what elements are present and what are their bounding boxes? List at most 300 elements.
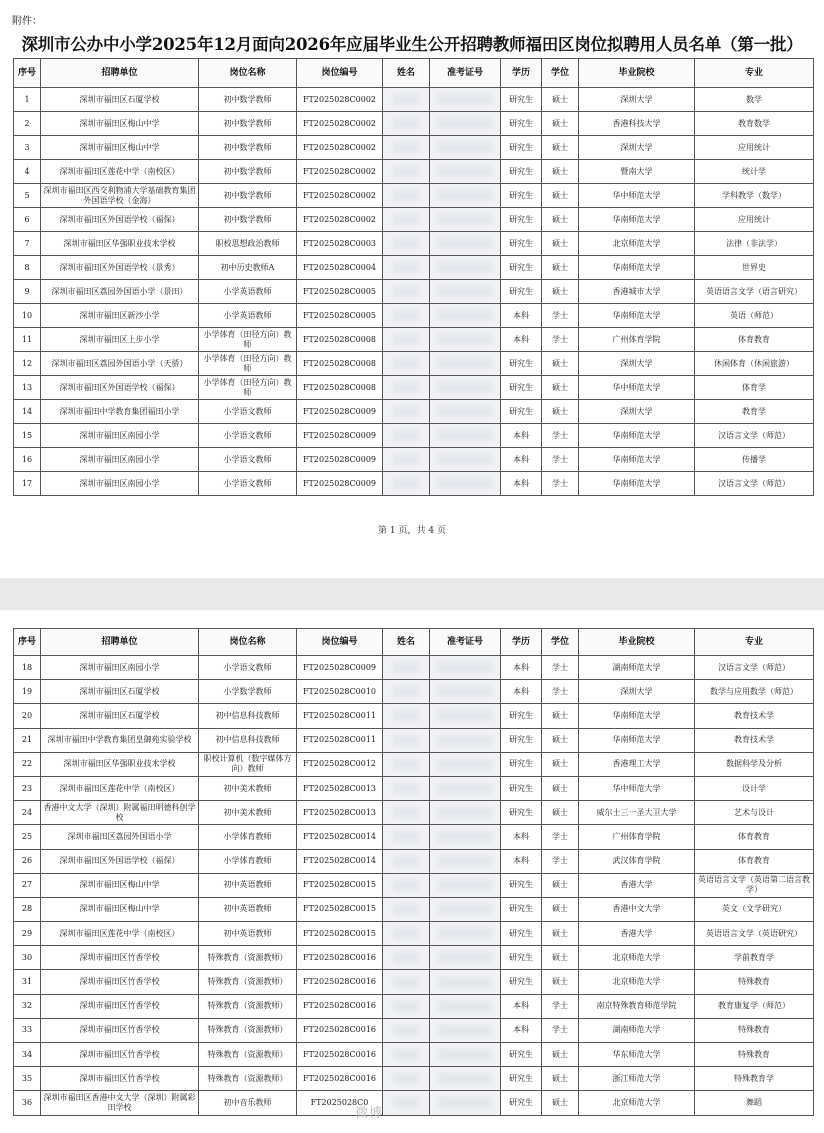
row-number-cell: 3 xyxy=(14,136,41,160)
position-code-cell: FT2025028C0016 xyxy=(297,1018,383,1042)
redaction-blur xyxy=(438,94,492,105)
recruiting-unit-cell: 深圳市福田区外国语学校（福保） xyxy=(41,849,199,873)
table-row xyxy=(14,873,814,897)
exam-ticket-cell-redacted xyxy=(430,897,501,921)
name-cell-redacted xyxy=(383,208,430,232)
table-row xyxy=(14,352,814,376)
graduate-school-cell: 华南师范大学 xyxy=(579,448,695,472)
major-cell: 英语语言文学（语言研究） xyxy=(695,280,814,304)
position-code-cell: FT2025028C0002 xyxy=(297,208,383,232)
row-number-cell: 19 xyxy=(14,680,41,704)
row-number-cell: 12 xyxy=(14,352,41,376)
education-cell: 本科 xyxy=(501,994,542,1018)
education-cell: 研究生 xyxy=(501,352,542,376)
table-row xyxy=(14,801,814,825)
row-number-cell: 10 xyxy=(14,304,41,328)
education-cell: 本科 xyxy=(501,304,542,328)
column-header: 岗位名称 xyxy=(199,59,297,88)
exam-ticket-cell-redacted xyxy=(430,400,501,424)
major-cell: 舞蹈 xyxy=(695,1091,814,1115)
position-code-cell: FT2025028C0010 xyxy=(297,680,383,704)
exam-ticket-cell-redacted xyxy=(430,656,501,680)
education-cell: 研究生 xyxy=(501,208,542,232)
table-row xyxy=(14,184,814,208)
education-cell: 本科 xyxy=(501,1018,542,1042)
name-cell-redacted xyxy=(383,472,430,496)
redaction-blur xyxy=(393,358,419,369)
row-number-cell: 1 xyxy=(14,88,41,112)
degree-cell: 学士 xyxy=(542,849,579,873)
education-cell: 研究生 xyxy=(501,1043,542,1067)
table-row xyxy=(14,970,814,994)
exam-ticket-cell-redacted xyxy=(430,970,501,994)
exam-ticket-cell-redacted xyxy=(430,424,501,448)
major-cell: 设计学 xyxy=(695,776,814,800)
column-header: 学位 xyxy=(542,629,579,656)
position-name-cell: 初中数学教师 xyxy=(199,184,297,208)
redaction-blur xyxy=(393,382,419,393)
major-cell: 体育学 xyxy=(695,376,814,400)
degree-cell: 硕士 xyxy=(542,400,579,424)
redaction-blur xyxy=(393,686,419,697)
position-code-cell: FT2025028C0016 xyxy=(297,1043,383,1067)
column-header: 专业 xyxy=(695,59,814,88)
exam-ticket-cell-redacted xyxy=(430,752,501,776)
redaction-blur xyxy=(438,382,492,393)
redaction-blur xyxy=(438,735,492,746)
table-row xyxy=(14,424,814,448)
position-name-cell: 小学语文教师 xyxy=(199,448,297,472)
exam-ticket-cell-redacted xyxy=(430,160,501,184)
position-name-cell: 初中数学教师 xyxy=(199,160,297,184)
column-header: 岗位编号 xyxy=(297,59,383,88)
column-header: 学位 xyxy=(542,59,579,88)
position-name-cell: 小学体育教师 xyxy=(199,849,297,873)
degree-cell: 硕士 xyxy=(542,873,579,897)
position-name-cell: 特殊教育（资源教师） xyxy=(199,1043,297,1067)
major-cell: 特殊教育学 xyxy=(695,1067,814,1091)
recruiting-unit-cell: 深圳市福田区上步小学 xyxy=(41,328,199,352)
redaction-blur xyxy=(393,190,419,201)
position-name-cell: 小学体育（田径方向）教师 xyxy=(199,328,297,352)
position-name-cell: 小学英语教师 xyxy=(199,280,297,304)
major-cell: 教育康复学（师范） xyxy=(695,994,814,1018)
graduate-school-cell: 华南师范大学 xyxy=(579,304,695,328)
position-name-cell: 初中信息科技教师 xyxy=(199,704,297,728)
exam-ticket-cell-redacted xyxy=(430,208,501,232)
table-row xyxy=(14,1018,814,1042)
graduate-school-cell: 华中师范大学 xyxy=(579,776,695,800)
name-cell-redacted xyxy=(383,946,430,970)
exam-ticket-cell-redacted xyxy=(430,376,501,400)
major-cell: 传播学 xyxy=(695,448,814,472)
table-header-row xyxy=(14,629,814,656)
name-cell-redacted xyxy=(383,1091,430,1115)
recruiting-unit-cell: 深圳市福田区石厦学校 xyxy=(41,88,199,112)
degree-cell: 硕士 xyxy=(542,801,579,825)
graduate-school-cell: 深圳大学 xyxy=(579,88,695,112)
degree-cell: 硕士 xyxy=(542,136,579,160)
major-cell: 英语（师范） xyxy=(695,304,814,328)
recruiting-unit-cell: 深圳市福田区南园小学 xyxy=(41,656,199,680)
column-header: 学历 xyxy=(501,629,542,656)
table-row xyxy=(14,922,814,946)
education-cell: 研究生 xyxy=(501,970,542,994)
major-cell: 体育教育 xyxy=(695,825,814,849)
major-cell: 特殊教育 xyxy=(695,1043,814,1067)
row-number-cell: 25 xyxy=(14,825,41,849)
exam-ticket-cell-redacted xyxy=(430,680,501,704)
position-name-cell: 初中音乐教师 xyxy=(199,1091,297,1115)
graduate-school-cell: 湖南师范大学 xyxy=(579,656,695,680)
name-cell-redacted xyxy=(383,994,430,1018)
major-cell: 应用统计 xyxy=(695,208,814,232)
name-cell-redacted xyxy=(383,656,430,680)
position-code-cell: FT2025028C0016 xyxy=(297,1067,383,1091)
redaction-blur xyxy=(393,1049,419,1060)
redaction-blur xyxy=(438,238,492,249)
name-cell-redacted xyxy=(383,304,430,328)
redaction-blur xyxy=(393,262,419,273)
position-name-cell: 初中美术教师 xyxy=(199,776,297,800)
column-header: 毕业院校 xyxy=(579,59,695,88)
major-cell: 教育数学 xyxy=(695,112,814,136)
degree-cell: 学士 xyxy=(542,656,579,680)
table-row xyxy=(14,680,814,704)
name-cell-redacted xyxy=(383,776,430,800)
position-code-cell: FT2025028C0016 xyxy=(297,970,383,994)
recruiting-unit-cell: 深圳市福田区竹香学校 xyxy=(41,946,199,970)
degree-cell: 硕士 xyxy=(542,897,579,921)
position-name-cell: 小学语文教师 xyxy=(199,656,297,680)
major-cell: 特殊教育 xyxy=(695,970,814,994)
recruiting-unit-cell: 深圳市福田区石厦学校 xyxy=(41,680,199,704)
education-cell: 研究生 xyxy=(501,728,542,752)
redaction-blur xyxy=(438,1073,492,1084)
degree-cell: 硕士 xyxy=(542,352,579,376)
exam-ticket-cell-redacted xyxy=(430,994,501,1018)
row-number-cell: 24 xyxy=(14,801,41,825)
recruiting-unit-cell: 深圳市福田区荔园外国语小学（景田） xyxy=(41,280,199,304)
major-cell: 特殊教育 xyxy=(695,1018,814,1042)
name-cell-redacted xyxy=(383,136,430,160)
degree-cell: 学士 xyxy=(542,328,579,352)
major-cell: 英文（文学研究） xyxy=(695,897,814,921)
row-number-cell: 36 xyxy=(14,1091,41,1115)
name-cell-redacted xyxy=(383,280,430,304)
degree-cell: 硕士 xyxy=(542,232,579,256)
row-number-cell: 21 xyxy=(14,728,41,752)
redaction-blur xyxy=(393,166,419,177)
graduate-school-cell: 威尔士三一圣大卫大学 xyxy=(579,801,695,825)
redaction-blur xyxy=(393,238,419,249)
table-body xyxy=(14,656,814,1116)
redaction-blur xyxy=(438,977,492,988)
degree-cell: 学士 xyxy=(542,680,579,704)
recruiting-unit-cell: 深圳市福田中学教育集团福田小学 xyxy=(41,400,199,424)
position-name-cell: 特殊教育（资源教师） xyxy=(199,970,297,994)
position-code-cell: FT2025028C0009 xyxy=(297,448,383,472)
table-row xyxy=(14,304,814,328)
major-cell: 英语语言文学（英语研究） xyxy=(695,922,814,946)
education-cell: 研究生 xyxy=(501,112,542,136)
position-code-cell: FT2025028C0015 xyxy=(297,922,383,946)
education-cell: 研究生 xyxy=(501,801,542,825)
redaction-blur xyxy=(393,1001,419,1012)
degree-cell: 学士 xyxy=(542,304,579,328)
redaction-blur xyxy=(438,904,492,915)
recruiting-unit-cell: 深圳市福田区梅山中学 xyxy=(41,873,199,897)
table-body xyxy=(14,88,814,496)
name-cell-redacted xyxy=(383,424,430,448)
education-cell: 本科 xyxy=(501,680,542,704)
recruiting-unit-cell: 深圳市福田区梅山中学 xyxy=(41,112,199,136)
position-name-cell: 小学语文教师 xyxy=(199,472,297,496)
name-cell-redacted xyxy=(383,704,430,728)
row-number-cell: 15 xyxy=(14,424,41,448)
name-cell-redacted xyxy=(383,897,430,921)
row-number-cell: 35 xyxy=(14,1067,41,1091)
exam-ticket-cell-redacted xyxy=(430,946,501,970)
row-number-cell: 32 xyxy=(14,994,41,1018)
name-cell-redacted xyxy=(383,352,430,376)
position-code-cell: FT2025028C0016 xyxy=(297,994,383,1018)
education-cell: 本科 xyxy=(501,849,542,873)
recruiting-unit-cell: 深圳市福田区南园小学 xyxy=(41,424,199,448)
graduate-school-cell: 深圳大学 xyxy=(579,136,695,160)
row-number-cell: 11 xyxy=(14,328,41,352)
degree-cell: 硕士 xyxy=(542,280,579,304)
redaction-blur xyxy=(438,880,492,891)
table-row xyxy=(14,160,814,184)
name-cell-redacted xyxy=(383,328,430,352)
graduate-school-cell: 深圳大学 xyxy=(579,400,695,424)
page-footer: 第 1 页，共 4 页 xyxy=(378,526,446,536)
position-name-cell: 初中英语教师 xyxy=(199,873,297,897)
education-cell: 研究生 xyxy=(501,400,542,424)
table-row xyxy=(14,825,814,849)
redaction-blur xyxy=(393,710,419,721)
redaction-blur xyxy=(438,358,492,369)
major-cell: 汉语言文学（师范） xyxy=(695,656,814,680)
table-row xyxy=(14,1043,814,1067)
name-cell-redacted xyxy=(383,256,430,280)
position-name-cell: 小学英语教师 xyxy=(199,304,297,328)
column-header: 姓名 xyxy=(383,59,430,88)
row-number-cell: 5 xyxy=(14,184,41,208)
graduate-school-cell: 华南师范大学 xyxy=(579,472,695,496)
position-code-cell: FT2025028C0002 xyxy=(297,184,383,208)
graduate-school-cell: 浙江师范大学 xyxy=(579,1067,695,1091)
name-cell-redacted xyxy=(383,801,430,825)
row-number-cell: 28 xyxy=(14,897,41,921)
exam-ticket-cell-redacted xyxy=(430,728,501,752)
position-name-cell: 职校思想政治教师 xyxy=(199,232,297,256)
redaction-blur xyxy=(438,430,492,441)
name-cell-redacted xyxy=(383,160,430,184)
row-number-cell: 22 xyxy=(14,752,41,776)
name-cell-redacted xyxy=(383,448,430,472)
name-cell-redacted xyxy=(383,232,430,256)
name-cell-redacted xyxy=(383,112,430,136)
exam-ticket-cell-redacted xyxy=(430,256,501,280)
redaction-blur xyxy=(438,454,492,465)
position-code-cell: FT2025028C0014 xyxy=(297,825,383,849)
position-code-cell: FT2025028C0009 xyxy=(297,424,383,448)
exam-ticket-cell-redacted xyxy=(430,352,501,376)
name-cell-redacted xyxy=(383,825,430,849)
table-row xyxy=(14,232,814,256)
exam-ticket-cell-redacted xyxy=(430,112,501,136)
position-code-cell: FT2025028C0005 xyxy=(297,280,383,304)
column-header: 招聘单位 xyxy=(41,59,199,88)
recruiting-unit-cell: 深圳市福田区西交利物浦大学基础教育集团外国语学校（金海） xyxy=(41,184,199,208)
recruiting-unit-cell: 香港中文大学（深圳）附属福田明德科创学校 xyxy=(41,801,199,825)
redaction-blur xyxy=(393,783,419,794)
attachment-label: 附件： xyxy=(12,16,42,27)
row-number-cell: 9 xyxy=(14,280,41,304)
redaction-blur xyxy=(438,214,492,225)
graduate-school-cell: 深圳大学 xyxy=(579,352,695,376)
education-cell: 研究生 xyxy=(501,873,542,897)
recruiting-unit-cell: 深圳市福田中学教育集团皇御苑实验学校 xyxy=(41,728,199,752)
position-name-cell: 小学体育教师 xyxy=(199,825,297,849)
redaction-blur xyxy=(438,166,492,177)
table-row xyxy=(14,400,814,424)
column-header: 序号 xyxy=(14,59,41,88)
position-name-cell: 特殊教育（资源教师） xyxy=(199,994,297,1018)
table-row xyxy=(14,1091,814,1115)
recruiting-unit-cell: 深圳市福田区梅山中学 xyxy=(41,897,199,921)
name-cell-redacted xyxy=(383,680,430,704)
graduate-school-cell: 北京师范大学 xyxy=(579,232,695,256)
position-name-cell: 初中英语教师 xyxy=(199,922,297,946)
recruiting-unit-cell: 深圳市福田区竹香学校 xyxy=(41,970,199,994)
position-name-cell: 初中信息科技教师 xyxy=(199,728,297,752)
row-number-cell: 6 xyxy=(14,208,41,232)
recruiting-unit-cell: 深圳市福田区莲花中学（南校区） xyxy=(41,160,199,184)
exam-ticket-cell-redacted xyxy=(430,1067,501,1091)
graduate-school-cell: 华中师范大学 xyxy=(579,376,695,400)
position-name-cell: 初中美术教师 xyxy=(199,801,297,825)
major-cell: 体育教育 xyxy=(695,328,814,352)
redaction-blur xyxy=(438,1049,492,1060)
degree-cell: 硕士 xyxy=(542,704,579,728)
name-cell-redacted xyxy=(383,88,430,112)
redaction-blur xyxy=(438,1097,492,1108)
recruiting-unit-cell: 深圳市福田区荔园外国语小学（天骄） xyxy=(41,352,199,376)
column-header: 岗位编号 xyxy=(297,629,383,656)
degree-cell: 硕士 xyxy=(542,922,579,946)
major-cell: 教育技术学 xyxy=(695,704,814,728)
redaction-blur xyxy=(393,1073,419,1084)
position-code-cell: FT2025028C0016 xyxy=(297,946,383,970)
degree-cell: 学士 xyxy=(542,448,579,472)
redaction-blur xyxy=(393,807,419,818)
roster-table-page-1 xyxy=(13,58,814,496)
row-number-cell: 27 xyxy=(14,873,41,897)
redaction-blur xyxy=(393,1025,419,1036)
redaction-blur xyxy=(393,286,419,297)
degree-cell: 硕士 xyxy=(542,776,579,800)
degree-cell: 硕士 xyxy=(542,208,579,232)
row-number-cell: 7 xyxy=(14,232,41,256)
education-cell: 研究生 xyxy=(501,776,542,800)
redaction-blur xyxy=(393,478,419,489)
position-code-cell: FT2025028C0002 xyxy=(297,88,383,112)
table-row xyxy=(14,897,814,921)
name-cell-redacted xyxy=(383,400,430,424)
recruiting-unit-cell: 深圳市福田区竹香学校 xyxy=(41,1067,199,1091)
graduate-school-cell: 香港大学 xyxy=(579,922,695,946)
position-code-cell: FT2025028C0002 xyxy=(297,160,383,184)
graduate-school-cell: 华南师范大学 xyxy=(579,704,695,728)
redaction-blur xyxy=(393,310,419,321)
redaction-blur xyxy=(438,190,492,201)
name-cell-redacted xyxy=(383,752,430,776)
exam-ticket-cell-redacted xyxy=(430,873,501,897)
exam-ticket-cell-redacted xyxy=(430,1043,501,1067)
graduate-school-cell: 香港大学 xyxy=(579,873,695,897)
degree-cell: 硕士 xyxy=(542,256,579,280)
redaction-blur xyxy=(438,928,492,939)
education-cell: 本科 xyxy=(501,656,542,680)
name-cell-redacted xyxy=(383,970,430,994)
education-cell: 本科 xyxy=(501,448,542,472)
degree-cell: 硕士 xyxy=(542,1043,579,1067)
position-code-cell: FT2025028C0014 xyxy=(297,849,383,873)
degree-cell: 硕士 xyxy=(542,1067,579,1091)
position-code-cell: FT2025028C0002 xyxy=(297,112,383,136)
exam-ticket-cell-redacted xyxy=(430,136,501,160)
recruiting-unit-cell: 深圳市福田区外国语学校（福保） xyxy=(41,208,199,232)
graduate-school-cell: 华南师范大学 xyxy=(579,728,695,752)
recruiting-unit-cell: 深圳市福田区梅山中学 xyxy=(41,136,199,160)
redaction-blur xyxy=(438,118,492,129)
education-cell: 研究生 xyxy=(501,256,542,280)
major-cell: 法律（非法学） xyxy=(695,232,814,256)
education-cell: 研究生 xyxy=(501,752,542,776)
redaction-blur xyxy=(393,334,419,345)
redaction-blur xyxy=(438,759,492,770)
position-code-cell: FT2025028C0004 xyxy=(297,256,383,280)
degree-cell: 硕士 xyxy=(542,160,579,184)
redaction-blur xyxy=(393,977,419,988)
education-cell: 研究生 xyxy=(501,88,542,112)
major-cell: 汉语言文学（师范） xyxy=(695,424,814,448)
redaction-blur xyxy=(438,478,492,489)
name-cell-redacted xyxy=(383,728,430,752)
row-number-cell: 14 xyxy=(14,400,41,424)
recruiting-unit-cell: 深圳市福田区莲花中学（南校区） xyxy=(41,776,199,800)
education-cell: 研究生 xyxy=(501,922,542,946)
name-cell-redacted xyxy=(383,184,430,208)
table-row xyxy=(14,728,814,752)
major-cell: 学前教育学 xyxy=(695,946,814,970)
position-code-cell: FT2025028C0005 xyxy=(297,304,383,328)
major-cell: 英语语言文学（英语第二语言教学） xyxy=(695,873,814,897)
major-cell: 世界史 xyxy=(695,256,814,280)
exam-ticket-cell-redacted xyxy=(430,448,501,472)
position-name-cell: 小学语文教师 xyxy=(199,424,297,448)
redaction-blur xyxy=(393,856,419,867)
redaction-blur xyxy=(393,214,419,225)
position-name-cell: 小学体育（田径方向）教师 xyxy=(199,352,297,376)
recruiting-unit-cell: 深圳市福田区新沙小学 xyxy=(41,304,199,328)
graduate-school-cell: 广州体育学院 xyxy=(579,328,695,352)
graduate-school-cell: 华东师范大学 xyxy=(579,1043,695,1067)
position-name-cell: 初中英语教师 xyxy=(199,897,297,921)
